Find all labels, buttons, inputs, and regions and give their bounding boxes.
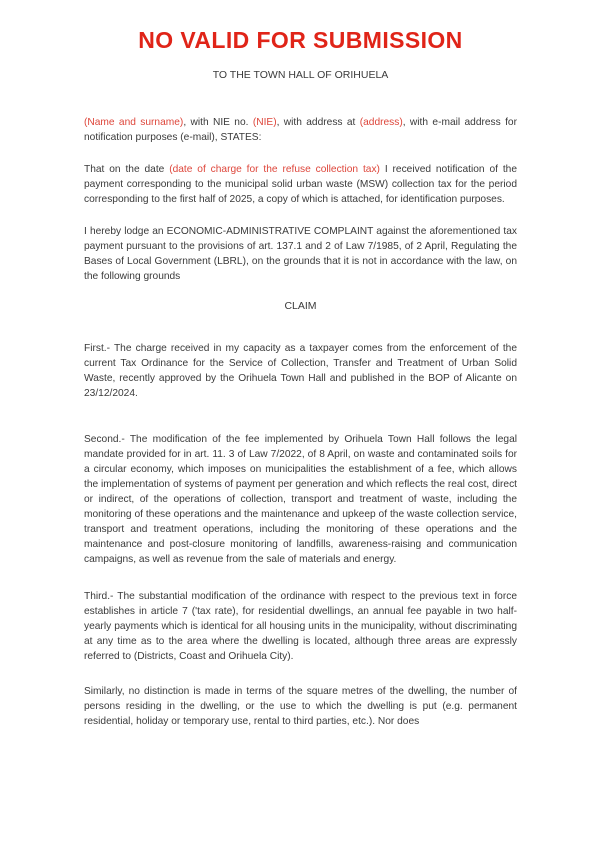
identification-text: , with address at	[276, 117, 360, 128]
claim-second-paragraph: Second.- The modification of the fee implemented by Orihuela Town Hall follows the legal mandate provided for in art. 11. 3 of Law 7/2022, of 8 April, on waste and contaminated soils for a circular economy, which imposes on municipalities the establishment of a fee, which allows the implementation of systems of payment per generation and which reflects the real cost, direct or indirect, of the operations of collection, transport and treatment of waste, including the monitoring of these operations and the maintenance and upkeep of the waste collection service, transport and treatment operations, including the monitoring of these operations and the maintenance and post-closure monitoring of landfills, awareness-raising and communication campaigns, as well as revenue from the sale of materials and energy.	[84, 434, 517, 565]
address-placeholder: (address)	[359, 117, 403, 128]
claim-first-paragraph: First.- The charge received in my capacity as a taxpayer comes from the enforcement of the current Tax Ordinance for the Service of Collection, Transfer and Treatment of Urban Solid Waste, recently approved by the Orihuela Town Hall and published in the BOP of Alicante on 23/12/2024.	[84, 343, 517, 399]
name-surname-placeholder: (Name and surname)	[84, 117, 184, 128]
charge-date-placeholder: (date of charge for the refuse collection tax)	[169, 164, 380, 175]
notification-text: That on the date	[84, 164, 170, 175]
complaint-paragraph: I hereby lodge an ECONOMIC-ADMINISTRATIVE COMPLAINT against the aforementioned tax payment pursuant to the provisions of art. 137.1 and 2 of Law 7/1985, of 2 April, Regulating the Bases of Local Government (LBRL), on the grounds that it is not in accordance with the law, on the following grounds	[84, 226, 517, 282]
notification-paragraph	[84, 162, 517, 207]
claim-similarly-paragraph: Similarly, no distinction is made in terms of the square metres of the dwelling, the number of persons residing in the dwelling, or the use to which the dwelling is put (e.g. permanent residential, holiday or temporary use, rental to third parties, etc.). Nor does	[84, 686, 517, 727]
identification-text: , with NIE no.	[183, 117, 253, 128]
addressee-line: TO THE TOWN HALL OF ORIHUELA	[212, 69, 389, 81]
notification-text: I received notification of the payment corresponding to the municipal solid urban waste (MSW) collection tax for the period corresponding to the first half of 2025, a copy of which is attached, for identification purposes.	[84, 164, 517, 205]
identification-text: , with e-mail address for notification purposes (e-mail), STATES:	[84, 117, 517, 143]
identification-paragraph	[84, 115, 517, 145]
not-valid-banner: NO VALID FOR SUBMISSION	[138, 27, 463, 53]
claim-heading: CLAIM	[284, 300, 317, 312]
nie-placeholder: (NIE)	[252, 117, 277, 128]
claim-third-paragraph: Third.- The substantial modification of the ordinance with respect to the previous text in force establishes in article 7 ('tax rate), for residential dwellings, an annual fee payable in two half-yearly payments which is identical for all housing units in the municipality, without discriminating at any time as to the area where the dwelling is located, although three areas are expressly referred to (Districts, Coast and Orihuela City).	[84, 591, 517, 662]
